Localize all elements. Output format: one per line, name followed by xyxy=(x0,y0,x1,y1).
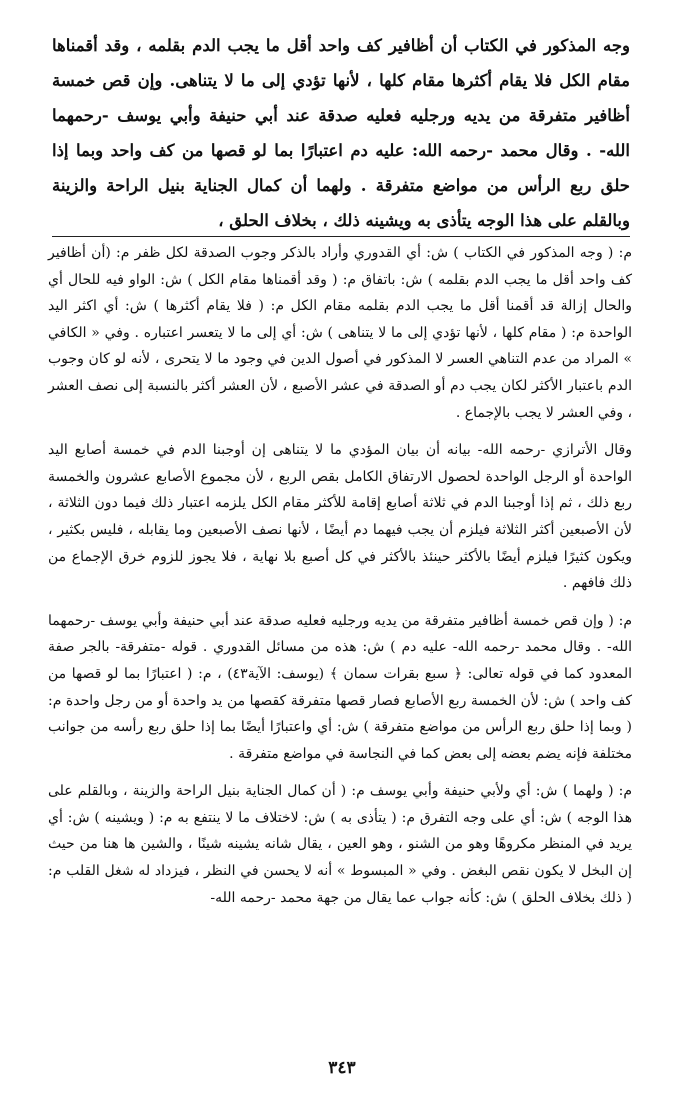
main-text-block xyxy=(52,28,630,238)
commentary-paragraph: م: ( ولهما ) ش: أي ولأبي حنيفة وأبي يوسف م: ( أن كمال الجناية بنيل الراحة والزينة ، وبالقلم على هذا الوجه ) ش: أي على وجه التفرق م: ( يتأذى به ) ش: لاختلاف ما لا ينتفع به م: ( ويشينه ) ش: أي يريد في المنظر مكروهًا وهو من الشنو ، وهو العين ، يقال شانه يشينه شينًا ، والشين ها هنا من حيث إن البخل لا يكون نقص البغض . وفي « المبسوط » أنه لا يحسن في النظر ، فيزداد له شغل القلب م: ( ذلك بخلاف الحلق ) ش: كأنه جواب عما يقال من جهة محمد -رحمه الله- xyxy=(48,783,632,906)
separator-rule xyxy=(52,236,630,237)
main-text: وجه المذكور في الكتاب أن أظافير كف واحد أقل ما يجب الدم بقلمه ، وقد أقمناها مقام الكل فلا يقام أكثرها مقام كلها ، لأنها تؤدي إلى ما لا يتناهى. وإن قص خمسة أظافير متفرقة من يديه ورجليه فعليه صدقة عند أبي حنيفة وأبي يوسف -رحمهما الله- . وقال محمد -رحمه الله: عليه دم اعتبارًا بما لو قصها من كف واحد وبما إذا حلق ربع الرأس من مواضع متفرقة . ولهما أن كمال الجناية بنيل الراحة والزينة وبالقلم على هذا الوجه يتأذى به ويشينه ذلك ، بخلاف الحلق ، xyxy=(52,36,630,230)
page-number: ٣٤٣ xyxy=(328,1058,356,1078)
commentary-paragraph: م: ( وجه المذكور في الكتاب ) ش: أي القدوري وأراد بالذكر وجوب الصدقة لكل ظفر م: (أن أظافير كف واحد أقل ما يجب الدم بقلمه ) ش: باتفاق م: ( وقد أقمناها مقام الكل ) ش: الواو فيه للحال أي والحال إزالة قد أقمنا أقل ما يجب الدم بقلمه مقام الكل م: ( فلا يقام أكثرها ) ش: أي اكثر اليد الواحدة م: ( مقام كلها ، لأنها تؤدي إلى ما لا يتناهى ) ش: أي إلى ما لا يتعسر اعتباره . وفي « الكافي » المراد من عدم التناهي العسر لا المذكور في أصول الدين في وجود ما لا يتحرى ، لأنه لو كان وجوب الدم باعتبار الأكثر لكان يجب دم أو الصدقة في عشر الأصبع ، لأن العشر أكثر بالنسبة إلى نصف العشر ، وفي العشر لا يجب بالإجماع . xyxy=(48,245,632,421)
commentary-block xyxy=(48,240,632,911)
commentary-paragraph: وقال الأترازي -رحمه الله- بيانه أن بيان المؤدي ما لا يتناهى إن أوجبنا الدم في خمسة أصابع اليد الواحدة أو الرجل الواحدة لحصول الارتفاق الكامل بقص الربع ، لأن مجموع الأصابع عشرون والخمسة ربع ذلك ، ثم إذا أوجبنا الدم في ثلاثة أصابع إقامة للأكثر مقام الكل يلزمه اعتبار ذلك فيما دون الثلاثة ، لأن الأصبعين أكثر الثلاثة فيلزم أن يجب فيهما دم أيضًا ، لأنها نصف الأصبعين وما يقابله ، فليس بكثير ، ويكون كثيرًا فيلزم أيضًا بالأكثر حينئذ بالأكثر في كل أصبع بلا نهاية ، فلا يجوز للزوم خرق الإجماع من ذلك فافهم . xyxy=(48,442,633,592)
commentary-paragraph: م: ( وإن قص خمسة أظافير متفرقة من يديه ورجليه فعليه صدقة عند أبي حنيفة وأبي يوسف -رحمهما الله- . وقال محمد -رحمه الله- عليه دم ) ش: هذه من مسائل القدوري . قوله -متفرقة- بالجر صفة المعدود كما في قوله تعالى: ﴿ سبع بقرات سمان ﴾ (يوسف: الآية٤٣) ، م: ( اعتبارًا بما لو قصها من كف واحد ) ش: لأن الخمسة ربع الأصابع فصار قصها متفرقة كقصها من يد واحدة أو من رجل واحدة م: ( وبما إذا حلق ربع الرأس من مواضع متفرقة ) ش: أي واعتبارًا أيضًا بما إذا حلق ربع رأسه من جوانب مختلفة فإنه يضم بعضه إلى بعض كما في النجاسة في مواضع متفرقة . xyxy=(48,612,632,762)
